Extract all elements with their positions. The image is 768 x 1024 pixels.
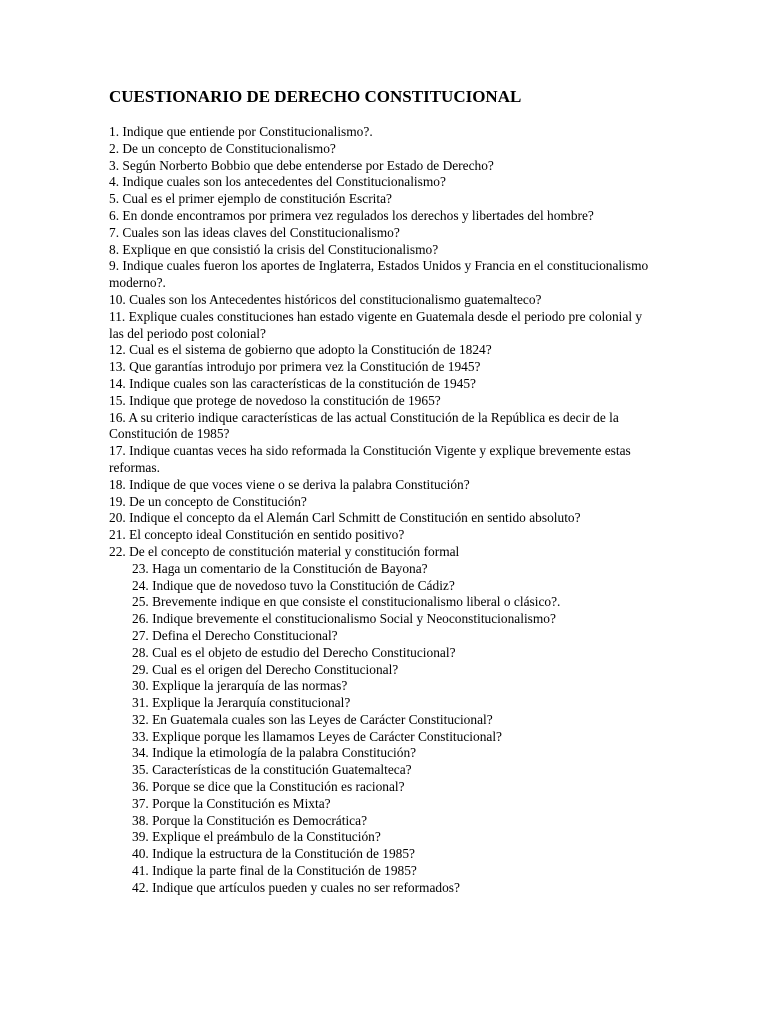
question-item: 23. Haga un comentario de la Constitución de Bayona?: [132, 560, 428, 576]
question-item: 19. De un concepto de Constitución?: [109, 493, 307, 509]
question-item: 37. Porque la Constitución es Mixta?: [132, 795, 331, 811]
question-item: 26. Indique brevemente el constitucionalismo Social y Neoconstitucionalismo?: [132, 611, 556, 627]
question-item: 21. El concepto ideal Constitución en sentido positivo?: [109, 527, 405, 543]
question-item: 10. Cuales son los Antecedentes históricos del constitucionalismo guatemalteco?: [109, 291, 542, 307]
question-item: 9. Indique cuales fueron los aportes de Inglaterra, Estados Unidos y Francia en el constitucionalismo moderno?.: [109, 258, 649, 291]
question-item: 7. Cuales son las ideas claves del Constitucionalismo?: [109, 224, 400, 240]
question-item: 40. Indique la estructura de la Constitución de 1985?: [132, 846, 415, 862]
question-item: 27. Defina el Derecho Constitucional?: [132, 627, 338, 643]
question-item: 18. Indique de que voces viene o se deriva la palabra Constitución?: [109, 476, 470, 492]
question-item: 1. Indique que entiende por Constitucionalismo?.: [109, 124, 373, 139]
question-item: 13. Que garantías introdujo por primera vez la Constitución de 1945?: [109, 359, 481, 375]
question-item: 35. Características de la constitución Guatemalteca?: [132, 762, 412, 778]
question-item: 39. Explique el preámbulo de la Constitución?: [132, 829, 381, 845]
question-list: [109, 124, 649, 897]
question-item: 8. Explique en que consistió la crisis del Constitucionalismo?: [109, 241, 439, 257]
question-item: 22. De el concepto de constitución material y constitución formal: [109, 543, 460, 559]
question-item: 28. Cual es el objeto de estudio del Derecho Constitucional?: [132, 644, 456, 660]
question-item: 41. Indique la parte final de la Constitución de 1985?: [132, 863, 417, 879]
question-item: 15. Indique que protege de novedoso la constitución de 1965?: [109, 392, 441, 408]
question-item: 14. Indique cuales son las características de la constitución de 1945?: [109, 375, 477, 391]
question-item: 38. Porque la Constitución es Democrática?: [132, 812, 368, 828]
question-item: 5. Cual es el primer ejemplo de constitución Escrita?: [109, 191, 392, 207]
question-item: 29. Cual es el origen del Derecho Constitucional?: [132, 661, 399, 677]
question-item: 32. En Guatemala cuales son las Leyes de Carácter Constitucional?: [132, 711, 493, 727]
question-item: 31. Explique la Jerarquía constitucional?: [132, 695, 351, 711]
question-item: 16. A su criterio indique características de las actual Constitución de la República es decir de la Constitución de 1985?: [109, 409, 619, 442]
question-item: 42. Indique que artículos pueden y cuales no ser reformados?: [132, 879, 460, 895]
question-item: 30. Explique la jerarquía de las normas?: [132, 678, 348, 694]
question-item: 4. Indique cuales son los antecedentes del Constitucionalismo?: [109, 174, 446, 190]
question-item: 33. Explique porque les llamamos Leyes de Carácter Constitucional?: [132, 728, 502, 744]
question-item: 6. En donde encontramos por primera vez regulados los derechos y libertades del hombre?: [109, 207, 594, 223]
question-item: 17. Indique cuantas veces ha sido reformada la Constitución Vigente y explique brevemente estas reformas.: [109, 443, 631, 475]
question-item: 34. Indique la etimología de la palabra Constitución?: [132, 745, 417, 761]
question-item: 3. Según Norberto Bobbio que debe entenderse por Estado de Derecho?: [109, 157, 494, 173]
question-item: 20. Indique el concepto da el Alemán Carl Schmitt de Constitución en sentido absoluto?: [109, 510, 581, 526]
question-item: 36. Porque se dice que la Constitución es racional?: [132, 779, 405, 795]
question-item: 25. Brevemente indique en que consiste el constitucionalismo liberal o clásico?.: [132, 594, 561, 610]
document-title: CUESTIONARIO DE DERECHO CONSTITUCIONAL: [109, 87, 522, 106]
question-item: 24. Indique que de novedoso tuvo la Constitución de Cádiz?: [132, 577, 455, 593]
question-item: 11. Explique cuales constituciones han estado vigente en Guatemala desde el periodo pre colonial y las del periodo post colonial?: [109, 308, 643, 341]
question-item: 2. De un concepto de Constitucionalismo?: [109, 140, 336, 156]
question-item: 12. Cual es el sistema de gobierno que adopto la Constitución de 1824?: [109, 342, 492, 358]
